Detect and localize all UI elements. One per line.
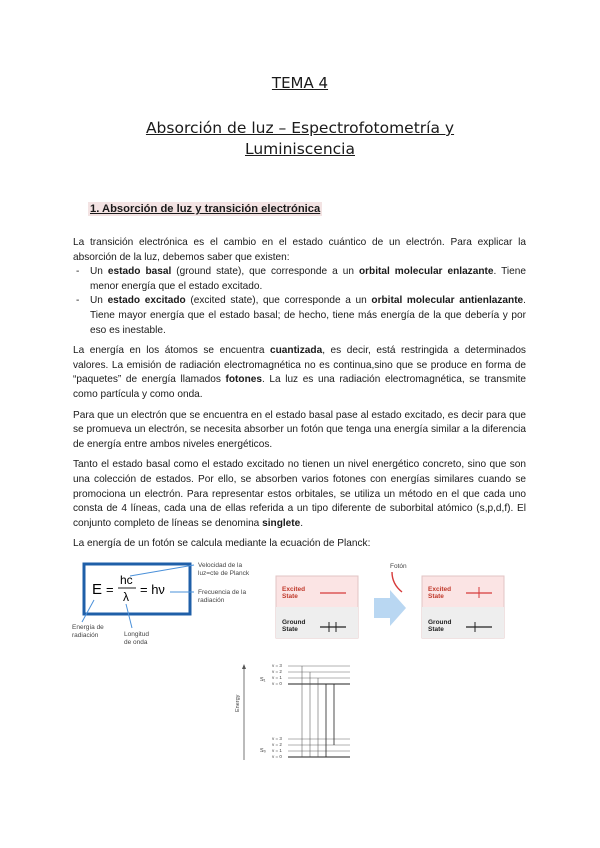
subtitle-line-1: Absorción de luz – Espectrofotometría y [145,119,455,137]
paragraph-cuantizada: La energía en los átomos se encuentra cuantizada, es decir, está restringida a determinados valores. La emisión de radiación electromagnética no es continua,sino que se produce en forma de “paquetes” de energía llamados fotones. La luz es una radiación electromagnética, se transmite como partícula y como onda. [73,345,526,400]
s1-v1: v = 1 [272,675,282,680]
energy-axis-label: Energy [235,694,241,712]
s1-label: S₁ [260,677,266,683]
list-item-excitado: - Un estado excitado (excited state), que corresponde a un orbital molecular antienlazante. Tiene mayor energía que el estado basal; de hecho, tiene más energía de la que debería y por eso es inestable. [73,294,526,338]
label-e-1: Energía de [72,624,104,631]
section-heading [88,203,322,215]
s0-v3: v = 3 [272,736,282,741]
ground-label-right: Ground [428,619,452,626]
s0-v0: v = 0 [272,754,282,759]
s0-v2: v = 2 [272,742,282,747]
transition-arrow [374,590,406,626]
excited-label-right: Excited [428,586,452,593]
eq-equals-1: = [106,582,114,597]
s1-v3: v = 3 [272,663,282,668]
excited-state-label-right: State [428,593,444,600]
s1-v0: v = 0 [272,681,282,686]
paragraph-planck: La energía de un fotón se calcula mediante la ecuación de Planck: [73,538,371,550]
excited-label-left: Excited [282,586,306,593]
section-heading-text: 1. Absorción de luz y transición electrónica [90,203,321,215]
energy-axis-arrow [242,664,246,669]
s0-label: S₀ [260,748,266,754]
ground-state-label-left: State [282,626,298,633]
states-list [73,265,526,338]
eq-hc: hc [120,573,133,587]
label-l-2: de onda [124,639,148,646]
photon-arrow [392,572,402,592]
eq-lambda: λ [123,590,129,604]
label-c-2: luz=cte de Planck [198,570,250,577]
paragraph-singlete: Tanto el estado basal como el estado excitado no tienen un nivel energético concreto, sino que son una colección de estados. Por ello, se absorben varios fotones con energías similares cuando se promociona un electrón. Para representar estos orbitales, se utiliza un método en el que cada uno consta de 4 líneas, cada una de ellas referida a un tipo diferente de suborbital atómico (s,p,d,f). El conjunto completo de líneas se denomina singlete. [73,459,526,529]
eq-e: E [92,581,103,598]
s1-v2: v = 2 [272,669,282,674]
ground-state-label-right: State [428,626,444,633]
ground-label-left: Ground [282,619,306,626]
s0-v1: v = 1 [272,748,282,753]
label-c-1: Velocidad de la [198,562,243,569]
paragraph-intro: La transición electrónica es el cambio en el estado cuántico de un electrón. Para explicar la absorción de la luz, debemos saber que existen: [73,237,526,263]
doc-title: TEMA 4 [271,74,329,92]
eq-hv: = hν [140,582,165,597]
label-l-1: Longitud [124,631,149,638]
label-f-2: radiación [198,597,225,604]
excited-state-label-left: State [282,593,298,600]
paragraph-promocion: Para que un electrón que se encuentra en el estado basal pase al estado excitado, es decir para que se promueva un electrón, se necesita absorber un fotón que tenga una energía similar a la diferencia de energía entre ambos niveles energéticos. [73,409,526,450]
photon-label: Fotón [390,563,407,570]
subtitle-line-2: Luminiscencia [244,140,355,158]
label-e-2: radiación [72,632,99,639]
list-item-basal: - Un estado basal (ground state), que corresponde a un orbital molecular enlazante. Tiene menor energía que el estado excitado. [73,265,526,294]
electron-states-figure [270,560,540,640]
planck-equation-figure [70,558,270,658]
energy-levels-figure [230,660,370,770]
doc-subtitle [0,118,600,160]
label-f-1: Frecuencia de la [198,589,247,596]
body-text [73,236,526,558]
